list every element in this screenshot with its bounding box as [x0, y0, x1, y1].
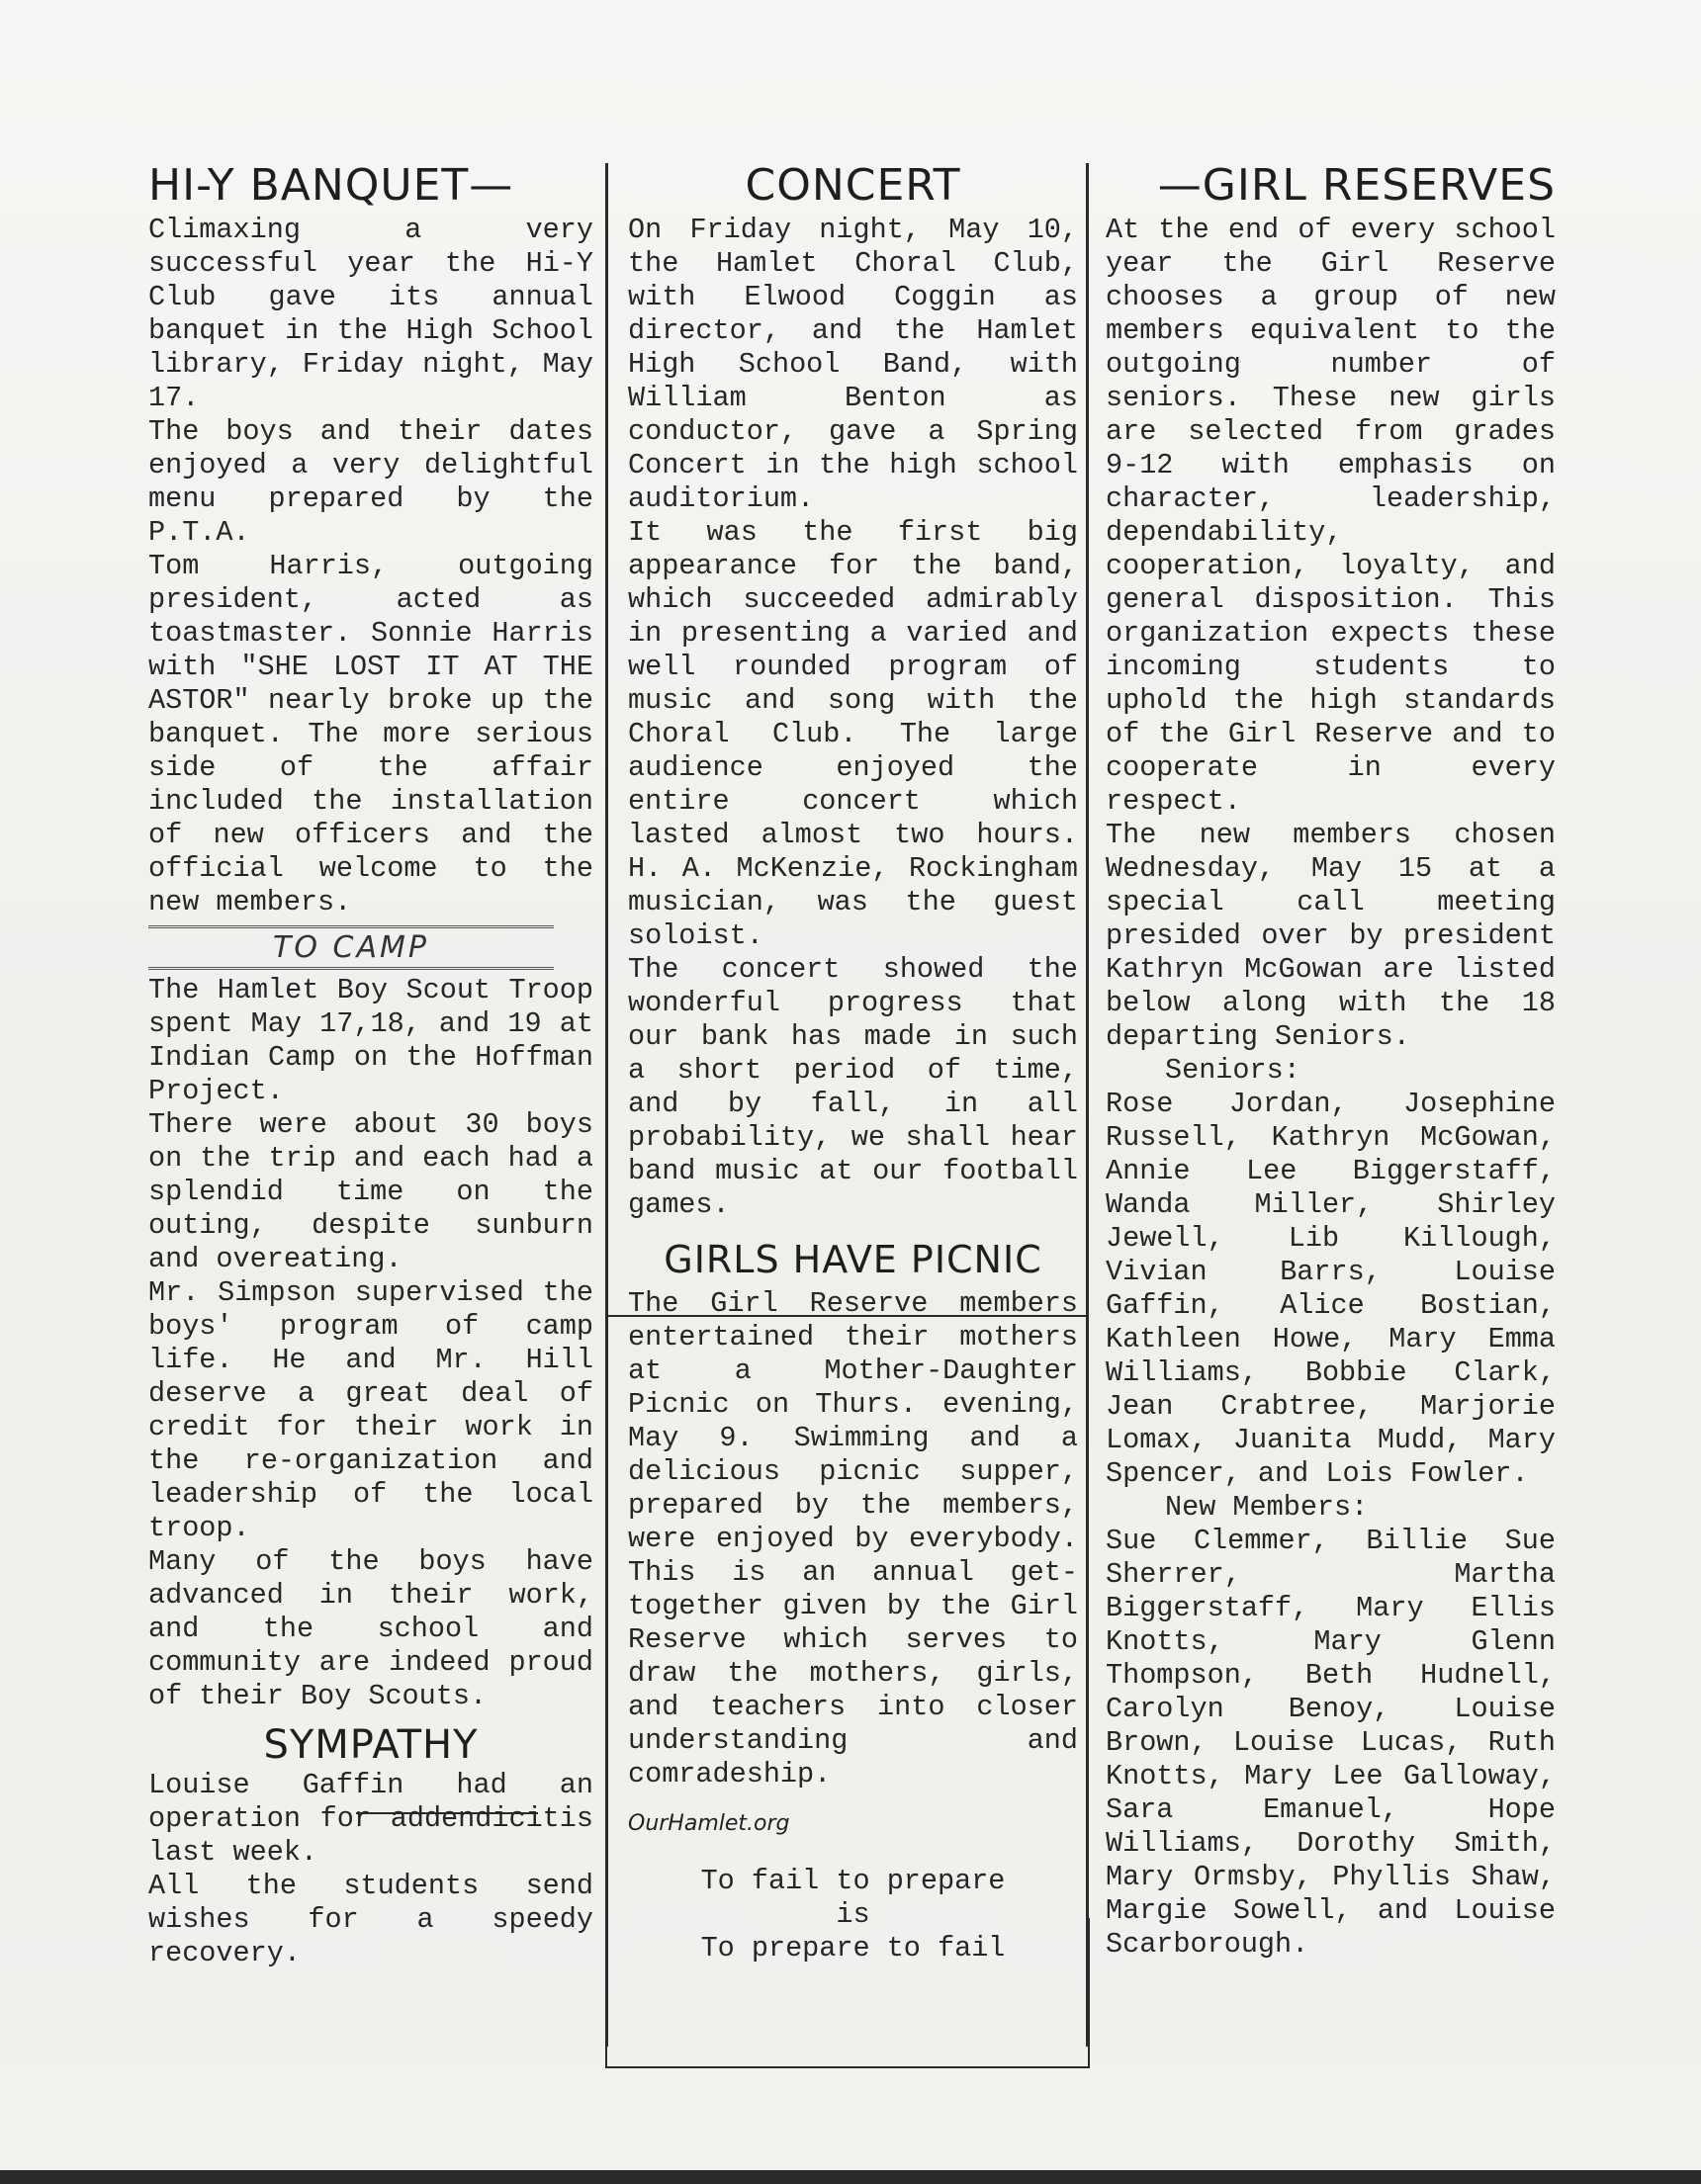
concert-heading: CONCERT	[745, 160, 961, 211]
hi-y-banquet-heading: HI-Y BANQUET—	[148, 160, 514, 211]
girls-have-picnic-heading: GIRLS HAVE PICNIC	[664, 1238, 1042, 1281]
new-members-list: Sue Clemmer, Billie Sue Sherrer, Martha Biggerstaff, Mary Ellis Knotts, Mary Glenn Thompson, Beth Hudnell, Carolyn Benoy, Louise Brown, Louise Lucas, Ruth Knotts, Mary Lee Galloway, Sara Emanuel, Hope Williams, Dorothy Smith, Mary Ormsby, Phyllis Shaw, Margie Sowell, and Louise Scarborough.	[1106, 1525, 1556, 1961]
hi-y-banquet-article: Climaxing a very successful year the Hi-Y Club gave its annual banquet in the High School library, Friday night, May 17. The boys and their dates enjoyed a very delightful menu prepared by the P.T.A. Tom Harris, outgoing president, acted as toastmaster. Sonnie Harris with "SHE LOST IT AT THE ASTOR" nearly broke up the banquet. The more serious side of the affair included the installation of new officers and the official welcome to the new members.	[148, 214, 593, 918]
motto-line-2: is	[836, 1898, 870, 1931]
motto-line-3: To prepare to fail	[700, 1932, 1006, 1965]
scan-bottom-edge	[0, 2170, 1701, 2184]
to-camp-banner: TO CAMP	[148, 925, 554, 970]
motto-line-1: To fail to prepare	[700, 1865, 1006, 1897]
concert-article: On Friday night, May 10, the Hamlet Choral Club, with Elwood Coggin as director, and the Hamlet High School Band, with William Benton as conductor, gave a Spring Concert in the high school auditorium. It was the first big appearance for the band, which succeeded admirably in presenting a varied and well rounded program of music and song with the Choral Club. The large audience enjoyed the entire concert which lasted almost two hours. H. A. McKenzie, Rockingham musician, was the guest soloist. The concert showed the wonderful progress that our bank has made in such a short period of time, and by fall, in all probability, we shall hear band music at our football games.	[628, 214, 1078, 1221]
column-divider-left	[605, 163, 608, 2047]
new-members-label: New Members:	[1165, 1491, 1369, 1524]
sympathy-heading: SYMPATHY	[263, 1722, 479, 1768]
girl-reserves-article: At the end of every school year the Girl Reserve chooses a group of new members equivalent to the outgoing number of seniors. These new girls are selected from grades 9-12 with emphasis on character, leadership, dependability, cooperation, loyalty, and general disposition. This organization expects these incoming students to uphold the high standards of the Girl Reserve and to cooperate in every respect. The new members chosen Wednesday, May 15 at a special call meeting presided over by president Kathryn McGowan are listed below along with the 18 departing Seniors.	[1106, 214, 1556, 1053]
seniors-label: Seniors:	[1165, 1054, 1300, 1087]
seniors-list: Rose Jordan, Josephine Russell, Kathryn McGowan, Annie Lee Biggerstaff, Wanda Miller, Shirley Jewell, Lib Killough, Vivian Barrs, Louise Gaffin, Alice Bostian, Kathleen Howe, Mary Emma Williams, Bobbie Clark, Jean Crabtree, Marjorie Lomax, Juanita Mudd, Mary Spencer, and Lois Fowler.	[1106, 1088, 1556, 1490]
column-middle	[628, 158, 1078, 1966]
girl-reserves-heading: —GIRL RESERVES	[1157, 160, 1556, 211]
column-divider-right	[1086, 163, 1089, 2047]
picnic-article: The Girl Reserve members entertained their mothers at a Mother-Daughter Picnic on Thurs. evening, May 9. Swimming and a delicious picnic supper, prepared by the members, were enjoyed by everybody. This is an annual get-together given by the Girl Reserve which serves to draw the mothers, girls, and teachers into closer understanding and comradeship.	[628, 1287, 1078, 1791]
sympathy-article: Louise Gaffin had an operation for addendicitis last week. All the students send wishes for a speedy recovery.	[148, 1769, 593, 1969]
column-left	[148, 158, 593, 1970]
column-right	[1106, 158, 1556, 1962]
scout-camp-article: The Hamlet Boy Scout Troop spent May 17,18, and 19 at Indian Camp on the Hoffman Project. There were about 30 boys on the trip and each had a splendid time on the outing, despite sunburn and overeating. Mr. Simpson supervised the boys' program of camp life. He and Mr. Hill deserve a great deal of credit for their work in the re-organization and leadership of the local troop. Many of the boys have advanced in their work, and the school and community are indeed proud of their Boy Scouts.	[148, 974, 593, 1712]
ourhamlet-watermark: OurHamlet.org	[628, 1811, 790, 1836]
